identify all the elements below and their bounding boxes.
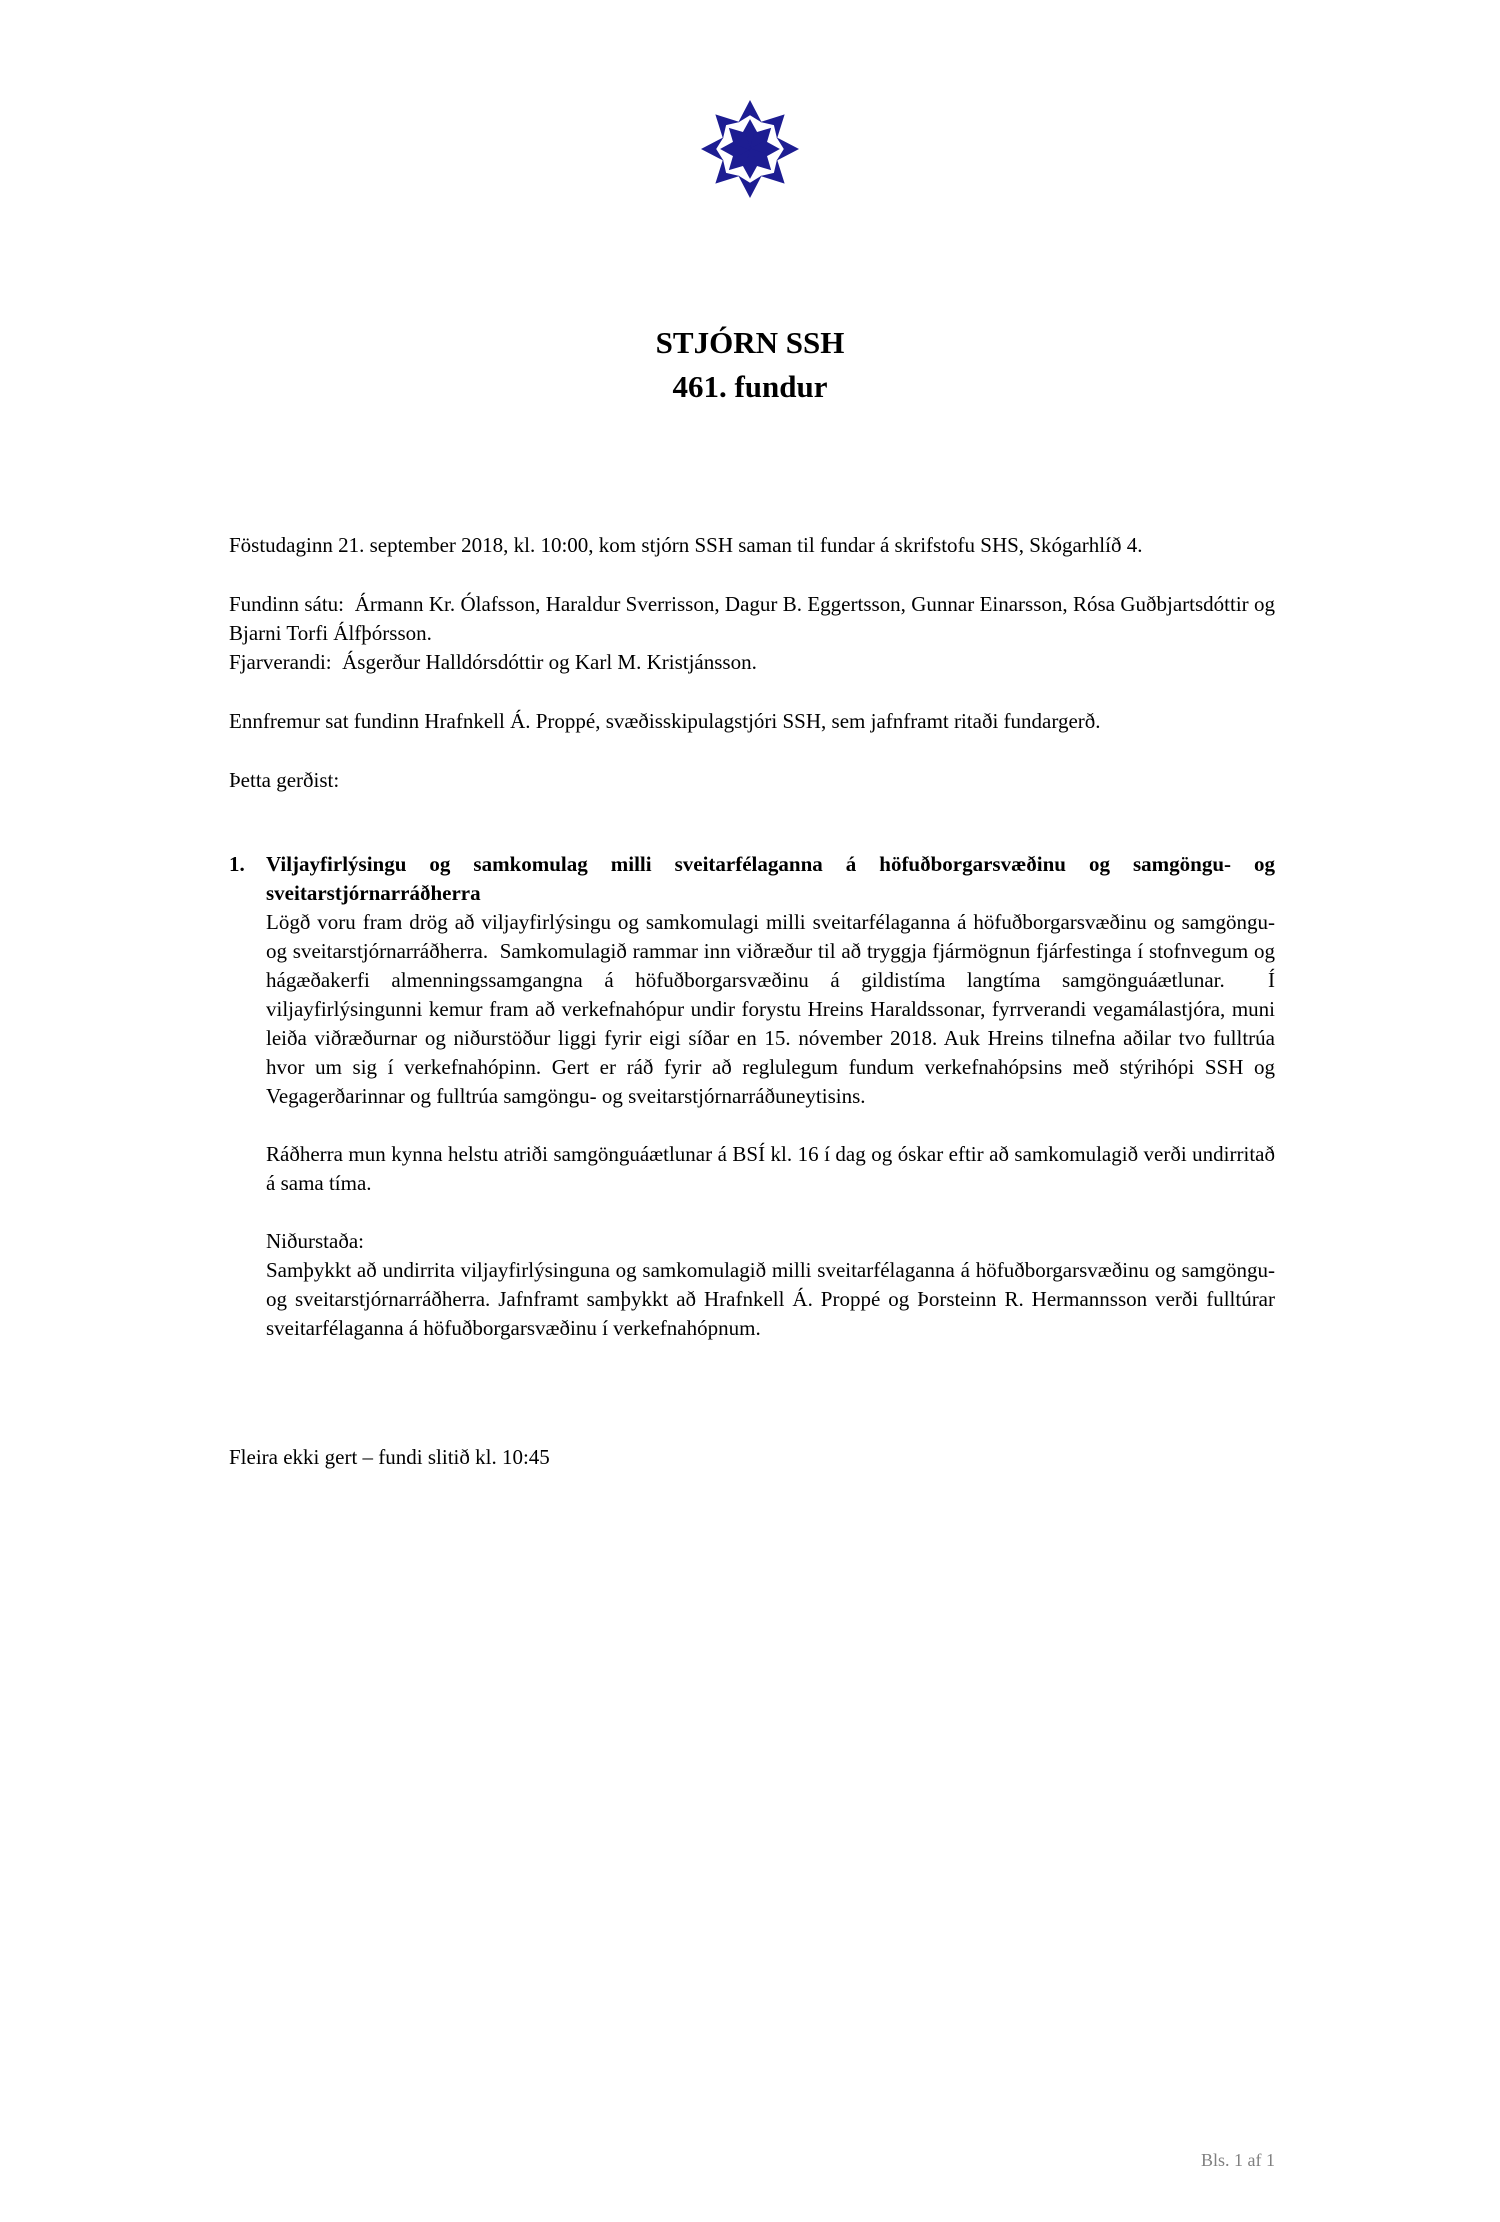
meeting-info-paragraph: Föstudaginn 21. september 2018, kl. 10:00, kom stjórn SSH saman til fundar á skrifstofu SHS, Skógarhlíð 4. [229, 533, 1143, 557]
agenda-item-1 [229, 850, 1275, 1343]
document-title-block [0, 321, 1500, 409]
agenda-item-1-number: 1. [229, 852, 245, 876]
ssh-snowflake-logo [701, 100, 799, 198]
secretary-paragraph: Ennfremur sat fundinn Hrafnkell Á. Proppé, svæðisskipulagstjóri SSH, sem jafnframt ritaði fundargerð. [229, 709, 1101, 733]
agenda-item-1-heading [229, 850, 1275, 908]
document-subtitle: 461. fundur [672, 369, 828, 404]
agenda-item-1-result-block [266, 1227, 1275, 1343]
attendees-present-line: Fundinn sátu: Ármann Kr. Ólafsson, Haraldur Sverrisson, Dagur B. Eggertsson, Gunnar Einarsson, Rósa Guðbjartsdóttir og Bjarni Torfi Álfþórsson. [229, 592, 1275, 645]
result-label: Niðurstaða: [266, 1229, 364, 1253]
lead-in-line: Þetta gerðist: [229, 768, 340, 792]
document-body [229, 531, 1275, 1472]
result-text: Samþykkt að undirrita viljayfirlýsinguna og samkomulagið milli sveitarfélaganna á höfuðborgarsvæðinu og samgöngu- og sveitarstjórnarráðherra. Jafnframt samþykkt að Hrafnkell Á. Proppé og Þorsteinn R. Hermannsson verði fulltúrar sveitarfélaganna á höfuðborgarsvæðinu í verkefnahópnum. [266, 1258, 1275, 1340]
agenda-item-1-title: Viljayfirlýsingu og samkomulag milli sveitarfélaganna á höfuðborgarsvæðinu og samgöngu- og sveitarstjórnarráðherra [266, 852, 1275, 905]
document-title: STJÓRN SSH [655, 325, 845, 360]
agenda-item-1-body [229, 908, 1275, 1343]
agenda-item-1-paragraph-2: Ráðherra mun kynna helstu atriði samgönguáætlunar á BSÍ kl. 16 í dag og óskar eftir að samkomulagið verði undirritað á sama tíma. [266, 1142, 1275, 1195]
attendees-paragraph [229, 590, 1275, 677]
page-number: Bls. 1 af 1 [1201, 2150, 1275, 2170]
document-page [0, 100, 1500, 2222]
agenda-item-1-paragraph-1: Lögð voru fram drög að viljayfirlýsingu og samkomulagi milli sveitarfélaganna á höfuðborgarsvæðinu og samgöngu- og sveitarstjórnarráðherra. Samkomulagið rammar inn viðræður til að tryggja fjármögnun fjárfestinga í stofnvegum og hágæðakerfi almenningssamgangna á höfuðborgarsvæðinu á gildistíma langtíma samgönguáætlunar. Í viljayfirlýsingunni kemur fram að verkefnahópur undir forystu Hreins Haraldssonar, fyrrverandi vegamálastjóra, muni leiða viðræðurnar og niðurstöður liggi fyrir eigi síðar en 15. nóvember 2018. Auk Hreins tilnefna aðilar tvo fulltrúa hvor um sig í verkefnahópinn. Gert er ráð fyrir að reglulegum fundum verkefnahópsins með stýrihópi SSH og Vegagerðarinnar og fulltrúa samgöngu- og sveitarstjórnarráðuneytisins. [266, 910, 1275, 1108]
ssh-logo-shape [701, 100, 799, 198]
closing-line: Fleira ekki gert – fundi slitið kl. 10:45 [229, 1445, 550, 1469]
attendees-absent-line: Fjarverandi: Ásgerður Halldórsdóttir og Karl M. Kristjánsson. [229, 650, 757, 674]
